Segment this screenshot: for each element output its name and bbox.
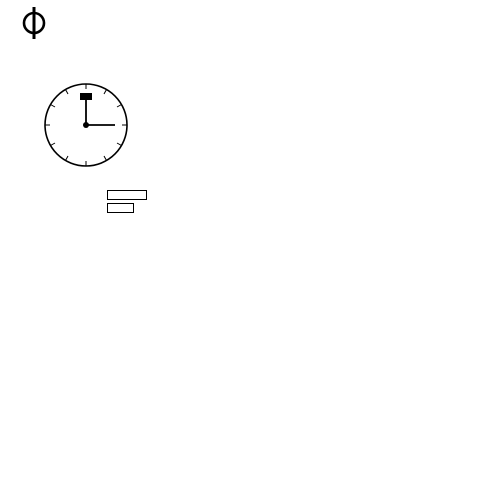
kraus-naimer-logo-icon	[16, 4, 52, 40]
switching-angle-value	[107, 190, 147, 200]
escutcheon-dial	[14, 72, 164, 172]
total-switching-angle-value	[107, 203, 134, 213]
